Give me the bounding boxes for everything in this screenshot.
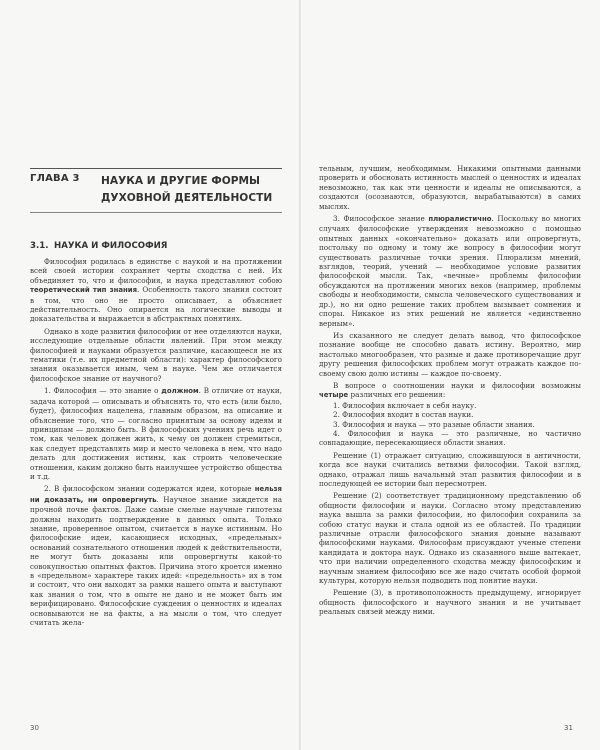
bold-term: четыре xyxy=(319,391,349,400)
list-item: 3. Философия и наука — это разные области знания. xyxy=(333,419,535,429)
text-run: . Особенность такого знания состоит в том, что оно не просто описывает, а объясняет действительность. Оно опирается на логические выводы и доказательства и выражается в абстрактных понятиях. xyxy=(30,285,282,324)
paragraph: Решение (2) соответствует традиционному представлению об общности философии и науки. Согласно этому представлению наука вышла за рамки философии, но философия сохранила за собою статус науки и стала одной из ее областей. По традиции различные отрасли философского знания доныне называют философскими науками. Философам присуждают ученые степени кандидата и доктора наук. Однако из сказанного выше вытекает, что при наличии определенного сходства между философским и научным знанием философию все же надо считать особой формой культуры, которую нельзя подводить под понятие науки. xyxy=(319,491,581,586)
text-run: 1. Философия — это знание о xyxy=(44,386,162,396)
paragraph xyxy=(319,214,581,328)
page-number-left: 30 xyxy=(30,724,39,732)
chapter-number: ГЛАВА 3 xyxy=(30,173,80,184)
paragraph: Однако в ходе развития философии от нее отделяются науки, исследующие отдельные области явлений. При этом между философией и науками образуется различие, касающееся не их тематики (т.е. их предметной области): характер философского знания оказывается иным, чем в науке. Чем же отличается философское знание от научного? xyxy=(30,326,282,383)
list-item: 4. Философия и наука — это различные, но частично совпадающие, пересекающиеся области знания. xyxy=(319,428,581,448)
chapter-rule-bottom xyxy=(30,212,282,213)
section-title: НАУКА И ФИЛОСОФИЯ xyxy=(54,241,168,251)
paragraph xyxy=(30,257,282,324)
page-number-right: 31 xyxy=(564,724,573,732)
chapter-title: НАУКА И ДРУГИЕ ФОРМЫ ДУХОВНОЙ ДЕЯТЕЛЬНОСТИ xyxy=(101,175,273,204)
text-run: Философия родилась в единстве с наукой и на протяжении всей своей истории сохраняет черты сходства с ней. Их объединяет то, что и философия, и наука представляют собою xyxy=(30,257,282,285)
paragraph xyxy=(319,381,581,401)
text-run: 3. Философское знание xyxy=(333,214,429,224)
left-body-text xyxy=(30,257,282,627)
paragraph xyxy=(30,386,282,481)
text-run: . В отличие от науки, задача которой — описывать и объяснять то, что есть (или было, будет), философия нацелена, главным образом, на описание и объяснение того, что — согласно принятым за основу идеям и принципам — должно быть. В философских учениях речь идет о том, как человек должен жить, к чему он должен стремиться, как следует представлять мир и место человека в нем, что надо делать для достижения истины, как строить человеческие отношения, каким должно быть наилучшее устройство общества и т.д. xyxy=(30,386,282,481)
paragraph: Решение (3), в противоположность предыдущему, игнорирует общность философского и научного знания и не учитывает реальных связей между ними. xyxy=(319,588,581,617)
text-run: . Научное знание зиждется на прочной почве фактов. Даже самые смелые научные гипотезы должны находить подтверждение в данных опыта. Только знание, проверенное опытом, считается в науке истинным. Но философские идеи, касающиеся исходных, «предельных» оснований сознательного отношения людей к действительности, не могут быть доказаны или опровергнуты какой-то совокупностью опытных фактов. Причина этого кроется именно в «предельном» характере таких идей: «предельность» их в том и состоит, что они выходят за рамки нашего опыта и выступают как знания о том, что в опыте не дано и не может быть им верифицировано. Философские суждения о ценностях и идеалах основываются не на факты, а на мысли о том, что следует считать жела- xyxy=(30,494,282,628)
paragraph: Решение (1) отражает ситуацию, сложившуюся в античности, когда все науки считались ветвями философии. Такой взгляд, однако, отражал лишь начальный этап развития философии и в последующей ее истории был пересмотрен. xyxy=(319,450,581,488)
text-run: 2. В философском знании содержатся идеи, которые xyxy=(44,484,255,494)
list-item: 2. Философия входит в состав науки. xyxy=(333,410,474,420)
right-page xyxy=(301,0,600,750)
bold-term: теоретический тип знания xyxy=(30,286,138,295)
text-run: . Поскольку во многих случаях философские утверждения невозможно с помощью опытных данных «окончательно» доказать или опровергнуть, постольку по одному и тому же вопросу в философии могут существовать различные точки зрения. Плюрализм мнений, взглядов, теорий, учений — необходимое условие развития философской мысли. Так, «вечные» проблемы философии обсуждаются на протяжении многих веков (например, проблемы свободы и необходимости, смысла человеческого существования и др.), но ни одно решение таких проблем вызывает сомнения и споры. Никакое из этих решений не является «единственно верным». xyxy=(319,214,581,328)
bold-term: должном xyxy=(161,387,199,396)
paragraph: тельным, лучшим, необходимым. Никакими опытными данными проверить и обосновать истинность мыслей о ценностях и идеалах невозможно, так как эти ценности и идеалы не описываются, а создаются (осознаются, образуются, вырабатываются) в самих мыслях. xyxy=(319,164,581,211)
section-heading xyxy=(30,241,280,251)
text-run: В вопросе о соотношении науки и философии возможны xyxy=(333,380,581,390)
paragraph xyxy=(30,484,282,627)
list-item: 1. Философия включает в себя науку. xyxy=(333,400,477,410)
bold-term: нельзя ни доказать, ни опровергнуть xyxy=(30,485,282,504)
right-body-text xyxy=(319,164,581,617)
text-run: различных его решения: xyxy=(348,390,446,400)
bold-term: плюралистично xyxy=(428,215,492,224)
chapter-rule-top xyxy=(30,168,282,169)
paragraph: Из сказанного не следует делать вывод, что философское познание вообще не способно давать истину. Вероятно, мир настолько многообразен, что разные и даже противоречащие друг другу решения философских проблем могут отражать каждое по-своему свою долю истины — каждое по-своему. xyxy=(319,330,581,378)
section-number: 3.1. xyxy=(30,241,49,251)
